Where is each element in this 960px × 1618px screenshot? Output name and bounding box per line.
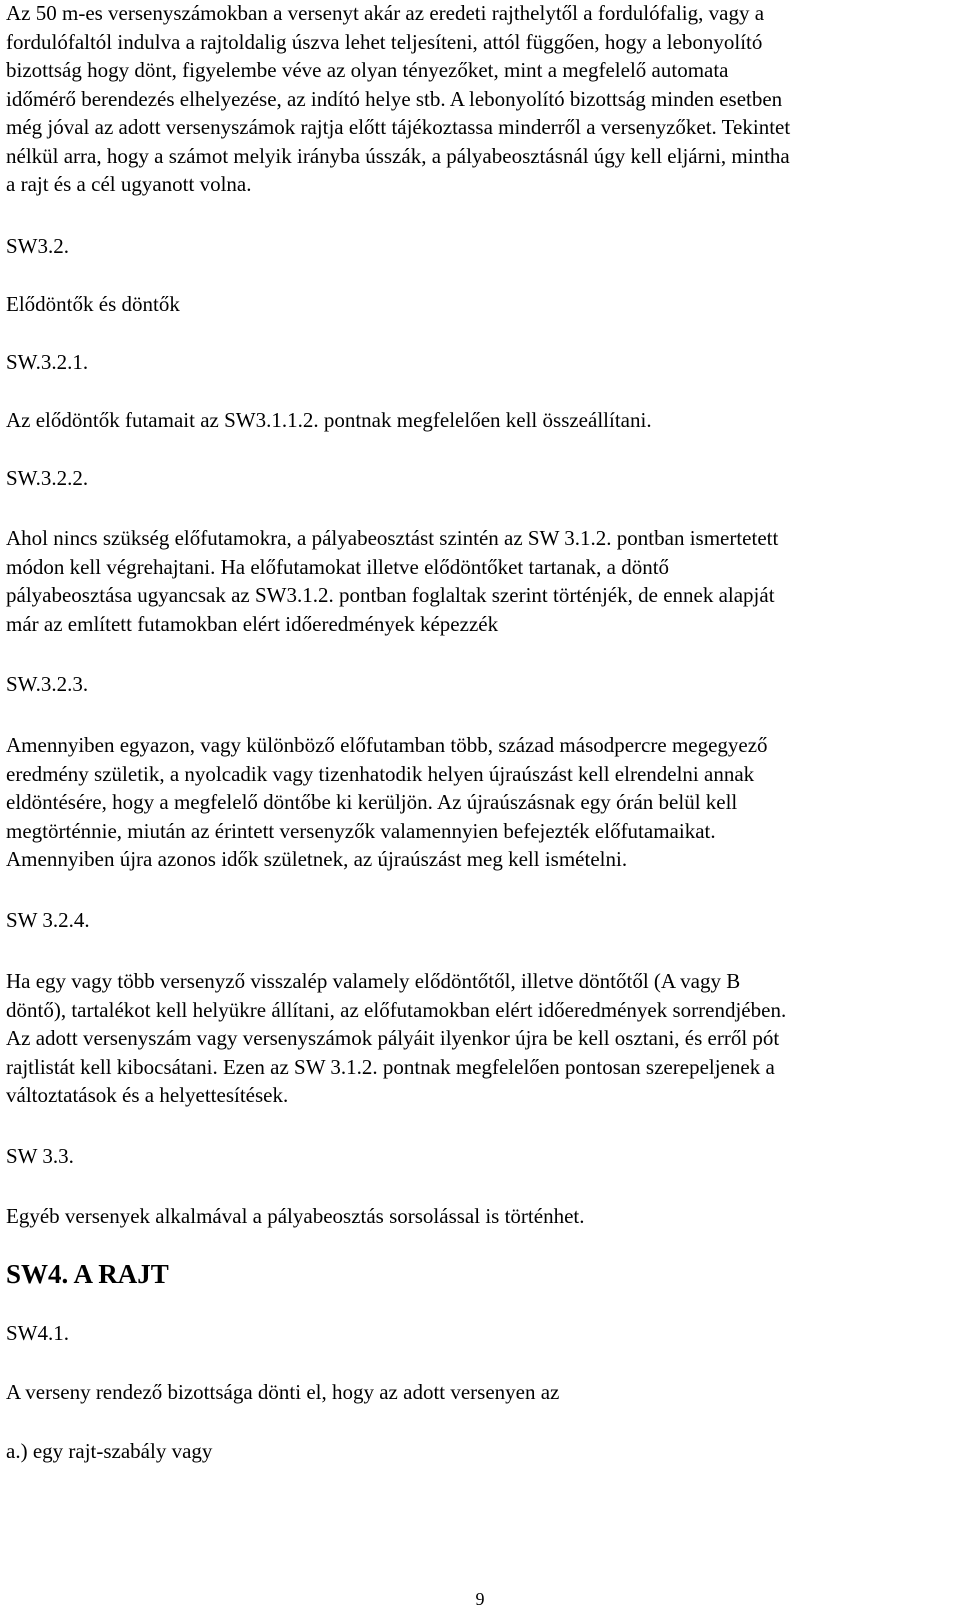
text-line: Ha egy vagy több versenyző visszalép valamely elődöntőtől, illetve döntőtől (A vagy B (6, 969, 741, 993)
paragraph-sw323 (6, 731, 956, 874)
text-line: döntő), tartalékot kell helyükre állítani, az előfutamokban elért időeredmények sorrendjében. (6, 997, 787, 1022)
section-label-sw41: SW4.1. (6, 1321, 69, 1345)
text-line: megtörténnie, miután az érintett versenyzők valamennyien befejezték előfutamaikat. (6, 818, 716, 843)
text-line: Ahol nincs szükség előfutamokra, a pályabeosztást szintén az SW 3.1.2. pontban ismertetett (6, 526, 779, 550)
text-line: eredmény születik, a nyolcadik vagy tizenhatodik helyen újraúszást kell elrendelni annak (6, 761, 755, 786)
text-line: Az adott versenyszám vagy versenyszámok pályáit ilyenkor újra be kell osztani, és erről pót (6, 1026, 780, 1050)
text-line: Amennyiben újra azonos idők születnek, az újraúszást meg kell ismételni. (6, 847, 628, 871)
text-line: Amennyiben egyazon, vagy különböző előfutamban több, század másodpercre megegyező (6, 733, 768, 757)
text-line: időmérő berendezés elhelyezése, az indító helye stb. A lebonyolító bizottság minden esetben (6, 86, 783, 111)
paragraph-sw321: Az elődöntők futamait az SW3.1.1.2. pontnak megfelelően kell összeállítani. (6, 408, 652, 432)
section-label-sw33: SW 3.3. (6, 1144, 74, 1168)
text-line: rajtlistát kell kibocsátani. Ezen az SW 3.1.2. pontnak megfelelően pontosan szerepeljenek a (6, 1054, 775, 1079)
paragraph-sw324 (6, 967, 956, 1110)
text-line: módon kell végrehajtani. Ha előfutamokat illetve elődöntőket tartanak, a döntő (6, 554, 670, 579)
section-label-sw32: SW3.2. (6, 234, 69, 258)
chapter-heading-sw4: SW4. A RAJT (6, 1259, 169, 1289)
text-line: pályabeosztása ugyancsak az SW3.1.2. pontban foglaltak szerint történjék, de ennek alapját (6, 583, 775, 607)
section-label-sw324: SW 3.2.4. (6, 908, 90, 932)
text-line: a rajt és a cél ugyanott volna. (6, 172, 252, 196)
section-label-sw322: SW.3.2.2. (6, 466, 89, 490)
paragraph-sw322 (6, 524, 956, 638)
text-line: változtatások és a helyettesítések. (6, 1083, 289, 1107)
list-item-a: a.) egy rajt-szabály vagy (6, 1439, 213, 1463)
section-label-sw321: SW.3.2.1. (6, 350, 89, 374)
paragraph-sw41: A verseny rendező bizottsága dönti el, hogy az adott versenyen az (6, 1380, 560, 1404)
text-line: nélkül arra, hogy a számot melyik irányba ússzák, a pályabeosztásnál úgy kell eljárni, mintha (6, 143, 790, 168)
text-line: fordulófaltól indulva a rajtoldalig úszva lehet teljesíteni, attól függően, hogy a lebonyolító (6, 29, 763, 54)
text-line: még jóval az adott versenyszámok rajtja előtt tájékoztassa minderről a versenyzőket. Tekintet (6, 115, 791, 139)
page-number: 9 (475, 1589, 485, 1609)
text-line: Az 50 m-es versenyszámokban a versenyt akár az eredeti rajthelytől a fordulófalig, vagy a (6, 1, 765, 25)
paragraph-50m-rules (6, 0, 956, 199)
paragraph-sw33: Egyéb versenyek alkalmával a pályabeosztás sorsolással is történhet. (6, 1204, 585, 1228)
section-label-sw323: SW.3.2.3. (6, 672, 89, 696)
text-line: már az említett futamokban elért időeredmények képezzék (6, 611, 499, 636)
text-line: eldöntésére, hogy a megfelelő döntőbe ki kerüljön. Az újraúszásnak egy órán belül kell (6, 790, 738, 814)
text-line: bizottság hogy dönt, figyelembe véve az olyan tényezőket, mint a megfelelő automata (6, 58, 729, 82)
section-title-sw32: Elődöntők és döntők (6, 292, 180, 316)
